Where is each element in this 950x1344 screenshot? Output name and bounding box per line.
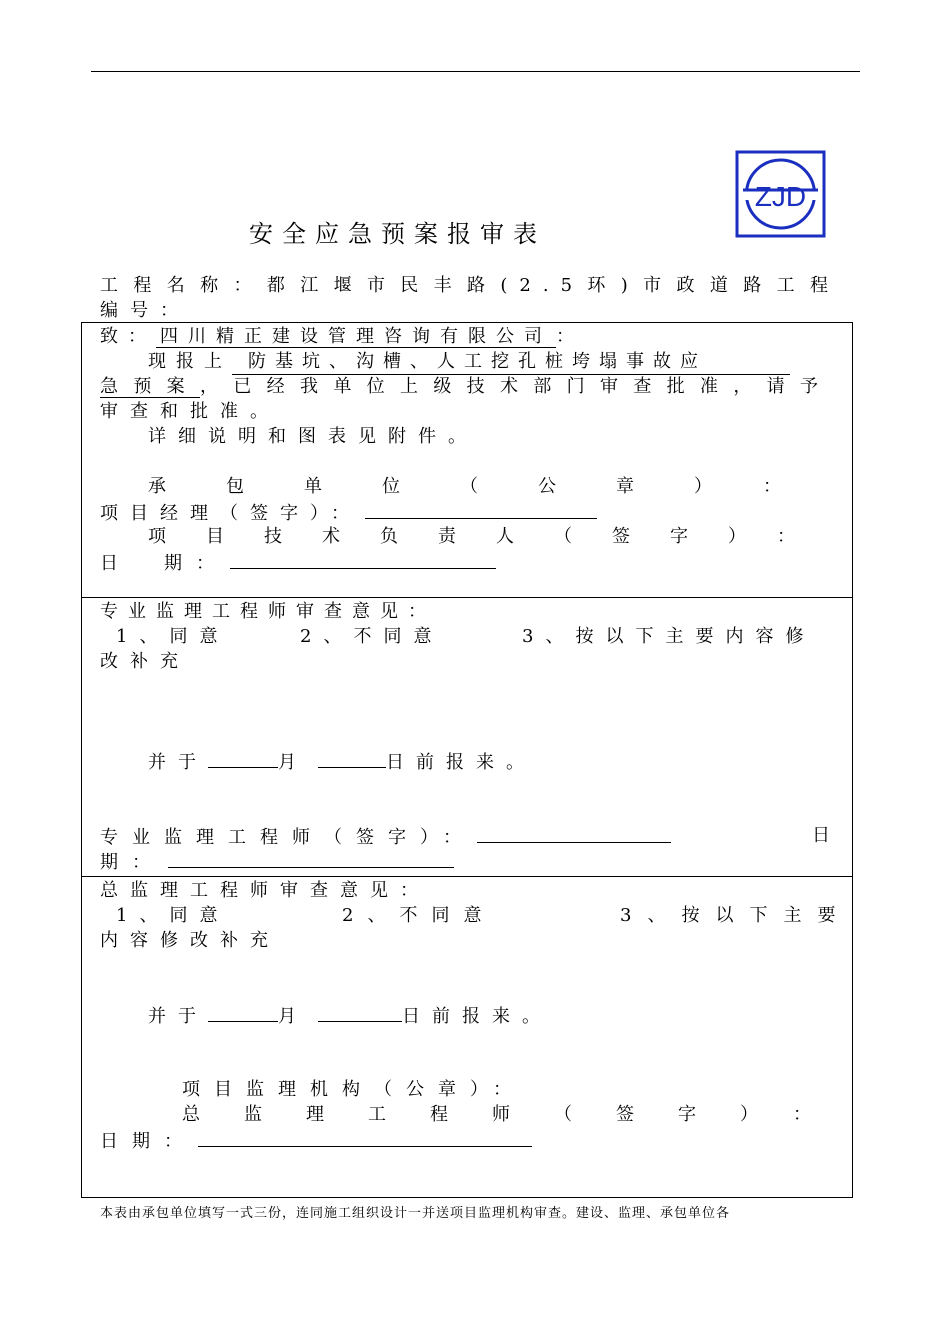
top-rule [91, 71, 860, 72]
eng-month-blank[interactable] [208, 749, 278, 768]
to-colon: ： [556, 326, 584, 347]
plan-name-1: 防基坑、沟槽、人工挖孔桩垮塌事故应 [232, 350, 790, 375]
pm-sign-label: 项目经理（签字）： [100, 503, 361, 524]
eng-sign-blank[interactable] [477, 824, 671, 843]
eng-opt-2: 2、不同意 [300, 626, 444, 647]
chief-opt-2: 2、不同意 [342, 905, 496, 926]
project-name: 都江堰市民丰路(2.5环)市政道路工程 [266, 275, 841, 296]
chief-deadline-prefix: 并于 [148, 1006, 208, 1027]
report-suffix: ，已经我单位上级技术部门审查批准，请予 [200, 376, 830, 397]
chief-opt-1: 1、同意 [116, 905, 230, 926]
eng-opt-3b: 改补充 [100, 651, 190, 672]
tech-lead-sign: 项目技术负责人（签字）： [148, 526, 835, 547]
number-label: 编号： [100, 300, 190, 321]
chief-opt-3a: 3、按以下主要 [620, 905, 852, 926]
eng-date-blank[interactable] [168, 849, 454, 868]
to-company: 四川精正建设管理咨询有限公司 [156, 326, 556, 348]
chief-month-label: 月 [278, 1006, 308, 1027]
to-label: 致： [100, 326, 156, 347]
company-logo [735, 150, 826, 238]
report-line-2 [100, 375, 830, 399]
contractor-seal: 承包单位（公章）： [148, 476, 841, 497]
report-prefix: 现报上 [148, 351, 232, 372]
eng-opt-3a: 3、按以下主要内容修 [522, 626, 816, 647]
eng-date-right: 日 [812, 825, 830, 846]
pm-sign-line [100, 500, 597, 526]
chief-day-blank[interactable] [318, 1003, 402, 1022]
chief-date-line [100, 1128, 532, 1154]
chief-date-label: 日期： [100, 1131, 196, 1152]
chief-month-blank[interactable] [208, 1003, 278, 1022]
eng-deadline-prefix: 并于 [148, 752, 208, 773]
engineer-review-header: 专业监理工程师审查意见： [100, 601, 436, 622]
chief-deadline [148, 1003, 552, 1029]
eng-date-line [100, 849, 454, 875]
project-label: 工程名称： [100, 275, 267, 296]
eng-sign-line [100, 824, 671, 850]
eng-month-label: 月 [278, 752, 308, 773]
project-line [100, 274, 840, 298]
chief-review-header: 总监理工程师审查意见： [100, 880, 430, 901]
eng-deadline [148, 749, 536, 775]
date-blank-1[interactable] [230, 550, 496, 569]
chief-opt-3b: 内容修改补充 [100, 930, 280, 951]
pm-sign-blank[interactable] [365, 500, 597, 519]
date-label-1: 日 期： [100, 553, 228, 574]
eng-opt-1: 1、同意 [116, 626, 230, 647]
chief-deadline-suffix: 日前报来。 [402, 1006, 552, 1027]
attachment-note: 详细说明和图表见附件。 [148, 426, 478, 447]
report-line-1 [148, 350, 790, 375]
to-line [100, 325, 584, 349]
date-line-1 [100, 550, 496, 576]
eng-deadline-suffix: 日前报来。 [386, 752, 536, 773]
eng-day-blank[interactable] [318, 749, 386, 768]
plan-name-2: 急预案 [100, 376, 200, 397]
form-title: 安全应急预案报审表 [249, 220, 546, 248]
report-line-3: 审查和批准。 [100, 401, 280, 422]
chief-sign: 总监理工程师（签字）： [182, 1104, 855, 1125]
footnote: 本表由承包单位填写一式三份，连同施工组织设计一并送项目监理机构审查。建设、监理、承包单位各 [100, 1206, 731, 1221]
org-seal: 项目监理机构（公章）： [182, 1079, 525, 1100]
logo-text: ZJD [754, 181, 807, 212]
eng-date-label: 期： [100, 852, 164, 873]
eng-sign-label: 专业监理工程师（签字）： [100, 827, 475, 848]
chief-date-blank[interactable] [198, 1128, 532, 1147]
